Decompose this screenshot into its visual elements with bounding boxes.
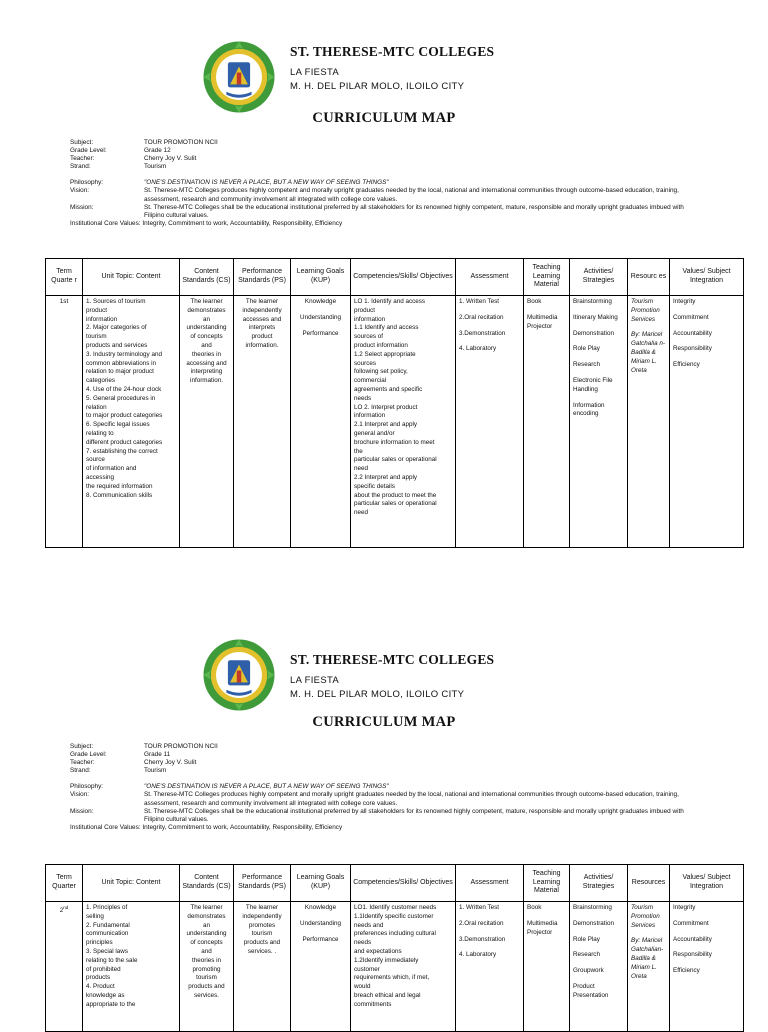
column-header: Competencies/Skills/ Objectives (351, 259, 456, 296)
cell-line: the required information (86, 482, 153, 490)
school-header (290, 44, 590, 92)
cell-line: would (354, 983, 371, 991)
teacher-value: Cherry Joy V. Sulit (144, 759, 197, 767)
cell-line: commercial (354, 377, 387, 385)
cell-line: following set policy, (354, 368, 408, 376)
materials-cell (524, 902, 570, 1032)
cell-line: brochure information to meet (354, 438, 435, 446)
cell-line: appropriate to the (86, 1000, 136, 1008)
cell-line: demonstrates (187, 912, 226, 920)
cell-line: communication (86, 930, 129, 938)
cell-line: independently (242, 912, 282, 920)
cell-line: tourism (86, 333, 107, 341)
cell-line: The learner (245, 298, 279, 305)
cell-line: LO 1. Identify and access (354, 298, 426, 305)
cell-line: promotes (248, 921, 276, 929)
cell-line: Research (573, 361, 600, 369)
philosophy-value: "ONE'S DESTINATION IS NEVER A PLACE, BUT A NEW WAY OF SEEING THINGS" (144, 783, 389, 791)
cell-line: 3.Demonstration (459, 935, 506, 943)
cell-line: knowledge as (86, 991, 125, 999)
cell-line: Understanding (300, 919, 341, 927)
cell-line: Accountability (673, 329, 712, 337)
cell-line: 2.Oral recitation (459, 313, 504, 321)
cell-line: 8. Communication skills (86, 491, 153, 499)
cell-line: 1. Sources of tourism (86, 298, 146, 305)
cell-line: Electronic File Handling (573, 376, 613, 393)
cell-line: The learner (190, 904, 223, 911)
column-header: Teaching Learning Material (524, 865, 570, 902)
grade-value: Grade 12 (144, 147, 171, 155)
cell-line: relating to (86, 429, 114, 437)
cell-line: independently (242, 306, 282, 314)
cell-line: Knowledge (304, 298, 337, 305)
school-header (290, 652, 590, 700)
cell-line: preferences including cultural (354, 930, 436, 938)
cell-line: services. (194, 991, 219, 999)
course-info (70, 743, 692, 832)
strand-label: Strand: (70, 163, 91, 171)
cell-line: Understanding (300, 313, 341, 321)
activities-cell (570, 296, 628, 548)
cell-line: principles (86, 939, 113, 947)
resources-title: Tourism Promotion Services (631, 904, 660, 929)
cell-line: 2.2 Interpret and apply (354, 473, 418, 481)
cell-line: Performance (302, 935, 339, 943)
content-standard-cell (180, 902, 234, 1032)
cell-line: of information and (86, 465, 137, 473)
cell-line: promoting (192, 965, 221, 973)
table-header-row (46, 259, 744, 296)
activities-cell (570, 902, 628, 1032)
cell-line: 1.2 Select appropriate (354, 350, 416, 358)
cell-line: selling (86, 912, 104, 920)
quarter-cell (46, 902, 83, 1032)
cell-line: Efficiency (673, 967, 700, 975)
cell-line: theories in (191, 956, 222, 964)
school-address-line2: M. H. DEL PILAR MOLO, ILOILO CITY (290, 81, 465, 92)
learning-goals-cell (291, 902, 351, 1032)
cell-line: to major product categories (86, 412, 163, 420)
content-standard-cell (180, 296, 234, 548)
cell-line: the (354, 447, 363, 455)
cell-line: information (354, 315, 386, 323)
mission-value: St. Therese-MTC Colleges shall be the educational institutional preferred by all stakeholders for its renowned highly competent, mature, responsible and morally upright graduates imbued with Filipino cultural values. (144, 807, 684, 823)
cell-line: product (354, 306, 376, 314)
cell-line: Research (573, 951, 600, 959)
cell-line: tourism (196, 974, 217, 982)
curriculum-table (45, 258, 744, 548)
cell-line: 2. Fundamental (86, 921, 130, 929)
cell-line: Responsibility (673, 951, 712, 959)
cell-line: product information (354, 341, 408, 349)
school-name: ST. THERESE-MTC COLLEGES (290, 44, 495, 59)
cell-line: Knowledge (304, 904, 337, 911)
cell-line: 3.Demonstration (459, 329, 506, 337)
cell-line: need (354, 509, 369, 517)
column-header: Resourc es (628, 259, 670, 296)
column-header: Unit Topic: Content (83, 259, 180, 296)
cell-line: Responsibility (673, 345, 712, 353)
column-header: Values/ Subject Integration (670, 865, 744, 902)
cell-line: Multimedia Projector (527, 313, 558, 330)
resources-title: Tourism Promotion Services (631, 298, 660, 323)
table-header-row (46, 865, 744, 902)
column-header: Learning Goals (KUP) (291, 259, 351, 296)
competencies-cell (351, 902, 456, 1032)
cell-line: and (201, 341, 212, 349)
philosophy-label: Philosophy: (70, 179, 104, 187)
unit-topic-cell (83, 902, 180, 1032)
cell-line: accessing and (186, 359, 227, 367)
vision-value: St. Therese-MTC Colleges produces highly competent and morally upright graduates needed by the local, national and international communities through outcome-based education, training, assessment, research and community involvement all integrated with college core values. (144, 187, 679, 203)
cell-line: an (202, 921, 210, 929)
grade-label: Grade Level: (70, 751, 107, 759)
performance-standard-cell (234, 902, 291, 1032)
cell-line: 3. Special laws (86, 947, 128, 955)
resources-cell (628, 902, 670, 1032)
values-cell (670, 902, 744, 1032)
column-header: Unit Topic: Content (83, 865, 180, 902)
cell-line: information. (245, 341, 279, 349)
mission-value: St. Therese-MTC Colleges shall be the educational institutional preferred by all stakeholders for its renowned highly competent, mature, responsible and morally upright graduates imbued with Filipino cultural values. (144, 203, 684, 219)
column-header: Activities/ Strategies (570, 259, 628, 296)
cell-line: needs and (354, 921, 384, 929)
cell-line: Accountability (673, 935, 712, 943)
cell-line: Performance (302, 329, 339, 337)
cell-line: 2. Major categories of (86, 324, 147, 332)
cell-line: understanding (186, 930, 227, 938)
cell-line: Brainstorming (573, 298, 612, 305)
mission-label: Mission: (70, 203, 94, 211)
cell-line: particular sales or operational (354, 500, 437, 508)
subject-value: TOUR PROMOTION NCII (144, 743, 218, 750)
materials-cell (524, 296, 570, 548)
curriculum-table (45, 864, 744, 1032)
unit-topic-cell (83, 296, 180, 548)
cell-line: 1.1Identify specific customer (354, 912, 434, 920)
column-header: Performance Standards (PS) (234, 259, 291, 296)
cell-line: needs (354, 939, 372, 947)
table-row (46, 902, 744, 1032)
cell-line: Efficiency (673, 361, 700, 369)
cell-line: 5. General procedures in (86, 394, 156, 402)
cell-line: of prohibited (86, 965, 121, 973)
cell-line: agreements and specific (354, 385, 423, 393)
cell-line: Information encoding (573, 401, 605, 418)
cell-line: customer (354, 965, 380, 973)
strand-value: Tourism (144, 163, 167, 171)
vision-label: Vision: (70, 791, 90, 799)
cell-line: interpreting (190, 368, 223, 376)
cell-line: product (251, 333, 273, 341)
assessment-cell (456, 296, 524, 548)
cell-line: services. . (247, 947, 277, 955)
cell-line: 4. Laboratory (459, 951, 497, 959)
cell-line: information (354, 412, 386, 420)
cell-line: understanding (186, 324, 227, 332)
cell-line: requirements which, if met, (354, 974, 430, 982)
cell-line: products and (243, 939, 281, 947)
cell-line: Role Play (573, 345, 600, 353)
cell-line: LO1. Identify customer needs (354, 904, 437, 911)
column-header: Assessment (456, 259, 524, 296)
cell-line: Demonstration (573, 329, 614, 337)
cell-line: interprets (248, 324, 276, 332)
assessment-cell (456, 902, 524, 1032)
cell-line: particular sales or operational (354, 456, 437, 464)
cell-line: sources of (354, 333, 384, 341)
strand-label: Strand: (70, 767, 91, 775)
cell-line: Groupwork (573, 967, 604, 975)
course-info (70, 139, 692, 228)
subject-label: Subject: (70, 743, 94, 750)
teacher-label: Teacher: (70, 155, 95, 163)
grade-label: Grade Level: (70, 147, 107, 155)
column-header: Assessment (456, 865, 524, 902)
learning-goals-cell (291, 296, 351, 548)
college-seal-logo (202, 638, 276, 712)
competencies-cell (351, 296, 456, 548)
document-title: CURRICULUM MAP (312, 714, 456, 730)
vision-label: Vision: (70, 187, 90, 195)
cell-line: demonstrates (187, 306, 226, 314)
column-header: Resources (628, 865, 670, 902)
cell-line: information. (190, 377, 223, 385)
school-address-line1: LA FIESTA (290, 675, 339, 686)
cell-line: needs (354, 394, 372, 402)
resources-cell (628, 296, 670, 548)
cell-line: Book (527, 904, 542, 911)
cell-line: specific details (354, 482, 395, 490)
grade-value: Grade 11 (144, 751, 171, 759)
quarter-cell: 1st (46, 296, 83, 548)
cell-line: products and services (86, 341, 148, 349)
cell-line: products and (188, 983, 225, 991)
school-address-line1: LA FIESTA (290, 67, 339, 78)
column-header: Learning Goals (KUP) (291, 865, 351, 902)
cell-line: Book (527, 298, 542, 305)
cell-line: The learner (190, 298, 223, 305)
cell-line: Multimedia Projector (527, 919, 558, 936)
cell-line: and expectations (354, 947, 402, 955)
cell-line: Itinerary Making (573, 313, 618, 321)
cell-line: 1.1 Identify and access (354, 324, 419, 332)
cell-line: Commitment (673, 313, 709, 321)
subject-value: TOUR PROMOTION NCII (144, 139, 218, 146)
values-cell (670, 296, 744, 548)
philosophy-value: "ONE'S DESTINATION IS NEVER A PLACE, BUT A NEW WAY OF SEEING THINGS" (144, 179, 389, 187)
cell-line: Demonstration (573, 919, 614, 927)
cell-line: 3. Industry terminology and (86, 350, 162, 358)
core-values: Institutional Core Values: Integrity, Commitment to work, Accountability, Responsibility, Efficiency (70, 219, 343, 227)
resources-authors: By: Maricel Gatchalian-Badilla & Miriam L. Oreta (631, 937, 664, 980)
college-seal-logo (202, 40, 276, 114)
cell-line: 2.1 Interpret and apply (354, 421, 418, 429)
cell-line: an (202, 315, 210, 323)
cell-line: 4. Laboratory (459, 345, 497, 353)
cell-line: categories (86, 377, 116, 385)
resources-authors: By: Maricel Gatchalia n-Badilla & Miriam L. Oreta (631, 331, 665, 374)
cell-line: 1. Written Test (459, 298, 500, 305)
teacher-value: Cherry Joy V. Sulit (144, 155, 197, 163)
core-values: Institutional Core Values: Integrity, Commitment to work, Accountability, Responsibility, Efficiency (70, 823, 343, 831)
column-header: Competencies/Skills/ Objectives (351, 865, 456, 902)
cell-line: accesses and (242, 315, 282, 323)
cell-line: need (354, 465, 369, 473)
column-header: Performance Standards (PS) (234, 865, 291, 902)
document-title: CURRICULUM MAP (312, 110, 456, 126)
performance-standard-cell (234, 296, 291, 548)
cell-line: 4. Use of the 24-hour clock (86, 385, 162, 393)
cell-line: accessing (86, 473, 115, 481)
cell-line: sources (354, 359, 377, 367)
cell-line: relation to major product (86, 368, 154, 376)
column-header: Values/ Subject Integration (670, 259, 744, 296)
strand-value: Tourism (144, 767, 167, 775)
school-address-line2: M. H. DEL PILAR MOLO, ILOILO CITY (290, 689, 465, 700)
cell-line: commitments (354, 1000, 392, 1008)
cell-line: tourism (251, 930, 273, 938)
cell-line: theories in (191, 350, 222, 358)
cell-line: products (86, 974, 111, 982)
vision-value: St. Therese-MTC Colleges produces highly competent and morally upright graduates needed by the local, national and international communities through outcome-based education, training, assessment, research and community involvement all integrated with college core values. (144, 791, 679, 807)
cell-line: Integrity (673, 298, 696, 305)
column-header: Content Standards (CS) (180, 259, 234, 296)
cell-line: The learner (245, 904, 279, 911)
cell-line: product (86, 306, 108, 314)
cell-line: LO 2. Interpret product (354, 403, 418, 411)
column-header: Term Quarte r (46, 259, 83, 296)
cell-line: Product Presentation (573, 982, 609, 999)
quarter-suffix: nd (63, 905, 69, 910)
cell-line: breach ethical and legal (354, 991, 421, 999)
column-header: Teaching Learning Material (524, 259, 570, 296)
cell-line: of concepts (190, 333, 223, 341)
cell-line: about the product to meet the (354, 491, 437, 499)
cell-line: Brainstorming (573, 904, 612, 911)
teacher-label: Teacher: (70, 759, 95, 767)
cell-line: relation (86, 403, 107, 411)
school-name: ST. THERESE-MTC COLLEGES (290, 652, 495, 667)
cell-line: general and/or (354, 429, 395, 437)
cell-line: relating to the sale (86, 956, 138, 964)
cell-line: 4. Product (86, 983, 115, 991)
cell-line: 6. Specific legal issues (86, 421, 150, 429)
quarter-number: 2 (59, 907, 64, 915)
cell-line: Commitment (673, 919, 709, 927)
cell-line: 2.Oral recitation (459, 919, 504, 927)
cell-line: different product categories (86, 438, 163, 446)
column-header: Term Quarter (46, 865, 83, 902)
cell-line: of concepts (190, 939, 223, 947)
cell-line: source (86, 456, 105, 464)
cell-line: 1. Written Test (459, 904, 500, 911)
cell-line: Role Play (573, 935, 600, 943)
mission-label: Mission: (70, 807, 94, 815)
column-header: Content Standards (CS) (180, 865, 234, 902)
cell-line: and (201, 947, 212, 955)
table-row (46, 296, 744, 548)
cell-line: 7. establishing the correct (86, 447, 158, 455)
cell-line: common abbreviations in (86, 359, 157, 367)
cell-line: 1. Principles of (86, 904, 128, 911)
column-header: Activities/ Strategies (570, 865, 628, 902)
cell-line: information (86, 315, 118, 323)
philosophy-label: Philosophy: (70, 783, 104, 791)
subject-label: Subject: (70, 139, 94, 146)
cell-line: 1.2Identify immediately (354, 956, 419, 964)
cell-line: Integrity (673, 904, 696, 911)
